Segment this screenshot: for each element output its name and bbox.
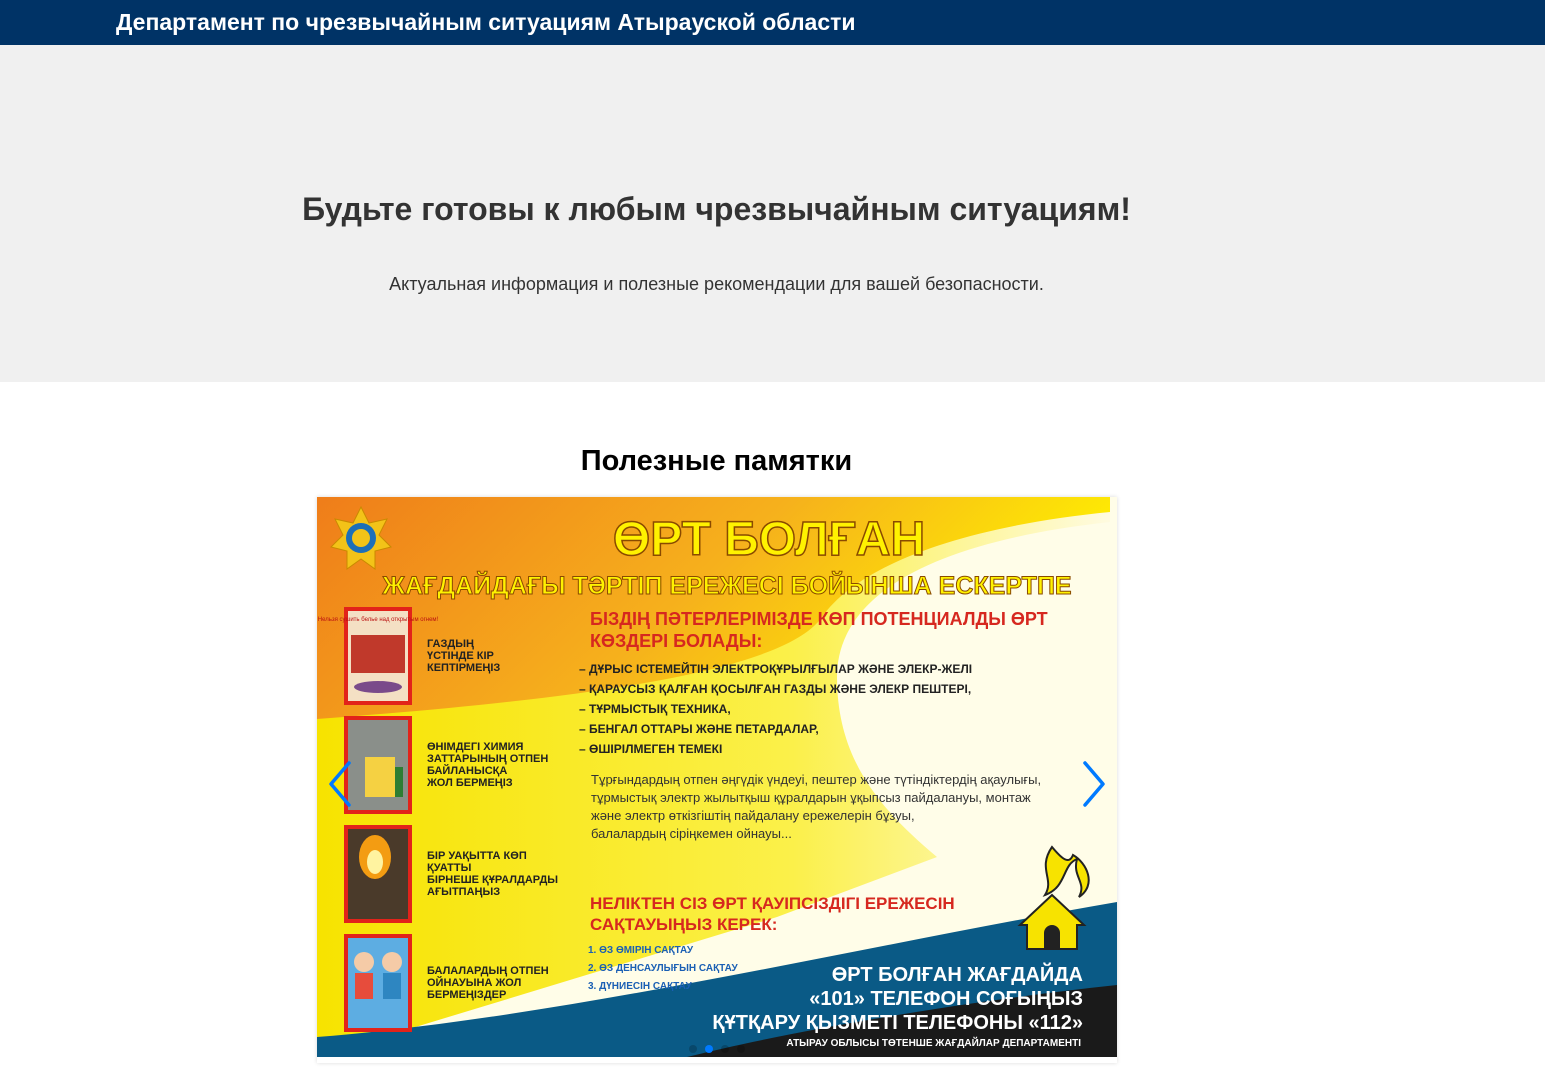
paragraph-line-1: Тұрғындардың отпен әңгүдік үндеуі, пештер және түтіндіктердің ақаулығы, bbox=[591, 772, 1042, 787]
site-title: Департамент по чрезвычайным ситуациям Атырауской области bbox=[116, 9, 856, 35]
pagination-dot[interactable] bbox=[705, 1045, 713, 1053]
hero-banner bbox=[0, 45, 1545, 382]
fire-safety-poster bbox=[317, 497, 1117, 1057]
chevron-left-icon bbox=[325, 759, 355, 809]
tip-1-photo-caption: Нельзя сушить белье над открытым огнем! bbox=[317, 617, 439, 623]
poster-headline: ӨРТ БОЛҒАН bbox=[612, 513, 926, 566]
pagination-dot[interactable] bbox=[689, 1045, 697, 1053]
tip-4-line-3: БЕРМЕҢІЗДЕР bbox=[427, 989, 507, 1001]
paragraph-line-4: балалардың сіріңкемен ойнауы... bbox=[591, 826, 792, 841]
carousel-next-button[interactable] bbox=[1079, 759, 1109, 809]
sources-title-1: БІЗДІҢ ПӘТЕРЛЕРІМІЗДЕ КӨП ПОТЕНЦИАЛДЫ ӨРТ bbox=[590, 609, 1048, 629]
memos-section-title: Полезные памятки bbox=[580, 445, 853, 477]
chevron-right-icon bbox=[1079, 759, 1109, 809]
poster-subheadline: ЖАҒДАЙДАҒЫ ТӘРТІП ЕРЕЖЕСІ БОЙЫНША ЕСКЕРТПЕ bbox=[382, 572, 1072, 600]
call-line-2: «101» ТЕЛЕФОН СОҒЫҢЫЗ bbox=[809, 988, 1083, 1010]
carousel-pagination bbox=[317, 1045, 1117, 1053]
source-4: – БЕНГАЛ ОТТАРЫ ЖӘНЕ ПЕТАРДАЛАР, bbox=[579, 722, 819, 736]
tip-2-line-4: ЖОЛ БЕРМЕҢІЗ bbox=[427, 777, 513, 789]
reason-1: 1. ӨЗ ӨМІРІН САҚТАУ bbox=[588, 945, 694, 956]
pagination-dot[interactable] bbox=[737, 1045, 745, 1053]
tip-3-line-2: ҚУАТТЫ bbox=[427, 862, 472, 874]
tip-1-line-2: ҮСТІНДЕ КІР bbox=[427, 650, 494, 662]
tip-4-line-2: ОЙНАУЫНА ЖОЛ bbox=[427, 977, 522, 989]
tip-2-line-2: ЗАТТАРЫНЫҢ ОТПЕН bbox=[427, 753, 549, 765]
why-title-2: САҚТАУЫҢЫЗ КЕРЕК: bbox=[590, 915, 778, 934]
reason-3: 3. ДҮНИЕСІН САҚТАУ bbox=[588, 981, 692, 992]
reason-2: 2. ӨЗ ДЕНСАУЛЫҒЫН САҚТАУ bbox=[588, 963, 738, 974]
tip-2-line-1: ӨНІМДЕГІ ХИМИЯ bbox=[427, 741, 524, 753]
paragraph-line-2: тұрмыстық электр жылытқыш құралдарын ұқыпсыз пайдалануы, монтаж bbox=[591, 790, 1031, 805]
carousel-prev-button[interactable] bbox=[325, 759, 355, 809]
carousel-slide bbox=[317, 497, 1117, 1057]
sources-title-2: КӨЗДЕРІ БОЛАДЫ: bbox=[590, 631, 763, 651]
poster-footer: АТЫРАУ ОБЛЫСЫ ТӨТЕНШЕ ЖАҒДАЙЛАР ДЕПАРТАМЕНТІ bbox=[786, 1038, 1081, 1049]
tip-4-line-1: БАЛАЛАРДЫҢ ОТПЕН bbox=[427, 965, 549, 977]
tip-3-line-4: АҒЫТПАҢЫЗ bbox=[427, 886, 501, 898]
why-title-1: НЕЛІКТЕН СІЗ ӨРТ ҚАУІПСІЗДІГІ ЕРЕЖЕСІН bbox=[590, 894, 955, 913]
call-line-3: ҚҰТҚАРУ ҚЫЗМЕТІ ТЕЛЕФОНЫ «112» bbox=[712, 1012, 1083, 1034]
tip-1-line-3: КЕПТІРМЕҢІЗ bbox=[427, 662, 501, 674]
source-1: – ДҰРЫС ІСТЕМЕЙТІН ЭЛЕКТРОҚҰРЫЛҒЫЛАР ЖӘНЕ ЭЛЕКР-ЖЕЛІ bbox=[579, 662, 973, 676]
call-line-1: ӨРТ БОЛҒАН ЖАҒДАЙДА bbox=[831, 964, 1083, 986]
pagination-dot[interactable] bbox=[721, 1045, 729, 1053]
source-3: – ТҰРМЫСТЫҚ ТЕХНИКА, bbox=[579, 702, 731, 716]
tip-2-line-3: БАЙЛАНЫСҚА bbox=[427, 765, 508, 777]
site-header bbox=[0, 0, 1545, 45]
hero-heading: Будьте готовы к любым чрезвычайным ситуациям! bbox=[302, 191, 1131, 227]
tip-3-line-1: БІР УАҚЫТТА КӨП bbox=[427, 850, 527, 862]
source-5: – ӨШІРІЛМЕГЕН ТЕМЕКІ bbox=[579, 742, 723, 756]
source-2: – ҚАРАУСЫЗ ҚАЛҒАН ҚОСЫЛҒАН ГАЗДЫ ЖӘНЕ ЭЛЕКР ПЕШТЕРІ, bbox=[579, 682, 972, 696]
tip-3-line-3: БІРНЕШЕ ҚҰРАЛДАРДЫ bbox=[427, 874, 559, 886]
paragraph-line-3: және электр өткізгіштің пайдалану ережелерін бұзуы, bbox=[591, 808, 915, 823]
hero-subtitle: Актуальная информация и полезные рекомендации для вашей безопасности. bbox=[389, 274, 1044, 294]
memos-carousel[interactable] bbox=[317, 497, 1117, 1063]
tip-1-line-1: ГАЗДЫҢ bbox=[427, 638, 474, 650]
